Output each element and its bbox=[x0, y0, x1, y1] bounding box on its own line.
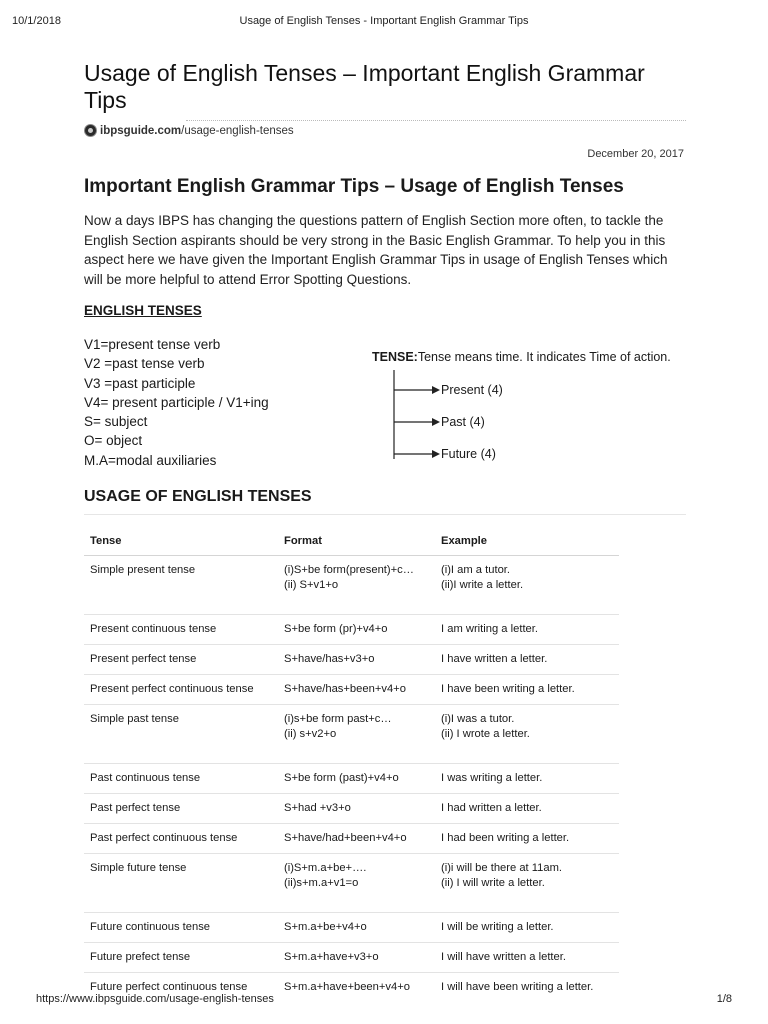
format-line: S+m.a+be+v4+o bbox=[284, 921, 367, 933]
format-cell bbox=[278, 556, 435, 615]
source-path: /usage-english-tenses bbox=[181, 124, 294, 137]
column-header-format: Format bbox=[278, 527, 435, 556]
format-line: S+have/has+v3+o bbox=[284, 653, 375, 665]
format-line: S+have/had+been+v4+o bbox=[284, 832, 407, 844]
article-heading: Important English Grammar Tips – Usage of English Tenses bbox=[84, 176, 624, 197]
print-footer-page-number: 1/8 bbox=[716, 993, 732, 1005]
format-cell bbox=[278, 615, 435, 645]
example-cell bbox=[435, 913, 619, 943]
table-row bbox=[84, 556, 619, 615]
english-tenses-heading: ENGLISH TENSES bbox=[84, 303, 202, 318]
table-row bbox=[84, 764, 619, 794]
example-line: I will have written a letter. bbox=[441, 951, 566, 963]
tense-cell: Simple present tense bbox=[84, 556, 278, 615]
branch-past: Past (4) bbox=[441, 415, 485, 429]
example-cell bbox=[435, 794, 619, 824]
format-cell bbox=[278, 824, 435, 854]
print-footer-url: https://www.ibpsguide.com/usage-english-tenses bbox=[36, 993, 274, 1005]
example-cell bbox=[435, 943, 619, 973]
example-line: (ii) I wrote a letter. bbox=[441, 728, 530, 740]
format-cell bbox=[278, 794, 435, 824]
table-row bbox=[84, 794, 619, 824]
example-cell bbox=[435, 764, 619, 794]
branch-present: Present (4) bbox=[441, 383, 503, 397]
table-row bbox=[84, 705, 619, 764]
tense-cell: Past continuous tense bbox=[84, 764, 278, 794]
tense-cell: Simple past tense bbox=[84, 705, 278, 764]
format-line: (ii) s+v2+o bbox=[284, 728, 337, 740]
print-header-title: Usage of English Tenses - Important English Grammar Tips bbox=[239, 15, 529, 27]
example-cell bbox=[435, 854, 619, 913]
abbreviation-item: M.A=modal auxiliaries bbox=[84, 452, 217, 468]
example-cell bbox=[435, 973, 619, 1003]
example-cell bbox=[435, 824, 619, 854]
format-line: S+had +v3+o bbox=[284, 802, 351, 814]
format-cell bbox=[278, 675, 435, 705]
abbreviation-item: V3 =past participle bbox=[84, 375, 196, 391]
column-header-tense: Tense bbox=[84, 527, 278, 556]
format-line: S+be form (past)+v4+o bbox=[284, 772, 399, 784]
tense-cell: Simple future tense bbox=[84, 854, 278, 913]
example-line: (ii) I will write a letter. bbox=[441, 877, 545, 889]
table-row bbox=[84, 943, 619, 973]
tree-connector-lines bbox=[370, 348, 450, 468]
example-line: I will be writing a letter. bbox=[441, 921, 554, 933]
column-header-example: Example bbox=[435, 527, 619, 556]
table-header-row bbox=[84, 527, 619, 556]
tense-cell: Present perfect tense bbox=[84, 645, 278, 675]
tenses-table bbox=[84, 527, 619, 1002]
source-divider bbox=[186, 120, 686, 121]
example-cell bbox=[435, 705, 619, 764]
site-favicon-icon bbox=[84, 124, 97, 137]
format-line: (i)S+m.a+be+…. bbox=[284, 862, 367, 874]
format-cell bbox=[278, 973, 435, 1003]
usage-heading: USAGE OF ENGLISH TENSES bbox=[84, 488, 312, 505]
table-row bbox=[84, 615, 619, 645]
source-domain: ibpsguide.com bbox=[100, 124, 182, 137]
abbreviation-item: S= subject bbox=[84, 414, 148, 430]
example-line: I have been writing a letter. bbox=[441, 683, 575, 695]
tense-cell: Future perfect continuous tense bbox=[90, 981, 248, 993]
abbreviation-item: O= object bbox=[84, 433, 143, 449]
format-line: S+m.a+have+been+v4+o bbox=[284, 981, 410, 993]
source-link[interactable] bbox=[84, 124, 294, 137]
format-cell bbox=[278, 943, 435, 973]
format-line: S+be form (pr)+v4+o bbox=[284, 623, 388, 635]
example-line: I had written a letter. bbox=[441, 802, 542, 814]
tense-cell: Present perfect continuous tense bbox=[84, 675, 278, 705]
example-line: (i)I was a tutor. bbox=[441, 713, 515, 725]
example-cell bbox=[435, 556, 619, 615]
tense-cell: Past perfect continuous tense bbox=[84, 824, 278, 854]
tense-cell: Future continuous tense bbox=[84, 913, 278, 943]
table-row bbox=[84, 913, 619, 943]
usage-divider bbox=[84, 514, 686, 515]
table-row bbox=[84, 675, 619, 705]
tense-cell: Future prefect tense bbox=[84, 943, 278, 973]
abbreviation-item: V2 =past tense verb bbox=[84, 356, 205, 372]
example-line: I will have been writing a letter. bbox=[441, 981, 594, 993]
example-line: I had been writing a letter. bbox=[441, 832, 570, 844]
table-row bbox=[84, 824, 619, 854]
example-line: (i)i will be there at 11am. bbox=[441, 862, 563, 874]
table-row bbox=[84, 854, 619, 913]
abbreviation-item: V1=present tense verb bbox=[84, 337, 221, 352]
example-line: I have written a letter. bbox=[441, 653, 548, 665]
example-line: (i)I am a tutor. bbox=[441, 564, 511, 576]
abbreviation-list bbox=[84, 335, 269, 470]
format-cell bbox=[278, 764, 435, 794]
format-line: (ii)s+m.a+v1=o bbox=[284, 877, 359, 889]
format-cell bbox=[278, 913, 435, 943]
format-cell bbox=[278, 645, 435, 675]
article-title: Usage of English Tenses – Important English Grammar Tips bbox=[84, 60, 645, 113]
table-row bbox=[84, 645, 619, 675]
tense-definition-text: Tense means time. It indicates Time of action. bbox=[417, 350, 671, 364]
publish-date: December 20, 2017 bbox=[587, 148, 684, 160]
format-line: (i)S+be form(present)+c… bbox=[284, 564, 414, 576]
format-line: (i)s+be form past+c… bbox=[284, 713, 392, 725]
format-line: S+m.a+have+v3+o bbox=[284, 951, 379, 963]
tense-cell: Past perfect tense bbox=[84, 794, 278, 824]
format-line: (ii) S+v1+o bbox=[284, 579, 339, 591]
tense-diagram bbox=[370, 348, 700, 468]
example-line: (ii)I write a letter. bbox=[441, 579, 524, 591]
example-cell bbox=[435, 615, 619, 645]
example-line: I was writing a letter. bbox=[441, 772, 543, 784]
example-cell bbox=[435, 645, 619, 675]
abbreviation-item: V4= present participle / V1+ing bbox=[84, 394, 269, 410]
example-line: I am writing a letter. bbox=[441, 623, 538, 635]
format-line: S+have/has+been+v4+o bbox=[284, 683, 406, 695]
format-cell bbox=[278, 854, 435, 913]
branch-future: Future (4) bbox=[441, 447, 496, 461]
tense-cell: Present continuous tense bbox=[84, 615, 278, 645]
format-cell bbox=[278, 705, 435, 764]
example-cell bbox=[435, 675, 619, 705]
intro-paragraph: Now a days IBPS has changing the questions pattern of English Section more often, to tackle the English Section aspirants should be very strong in the Basic English Grammar. To help you in this aspect here we have given the Important English Grammar Tips in usage of English Tenses which will be more helpful to attend Error Spotting Questions. bbox=[84, 213, 668, 287]
print-header-date: 10/1/2018 bbox=[12, 15, 61, 27]
tense-label: TENSE: bbox=[372, 350, 418, 364]
